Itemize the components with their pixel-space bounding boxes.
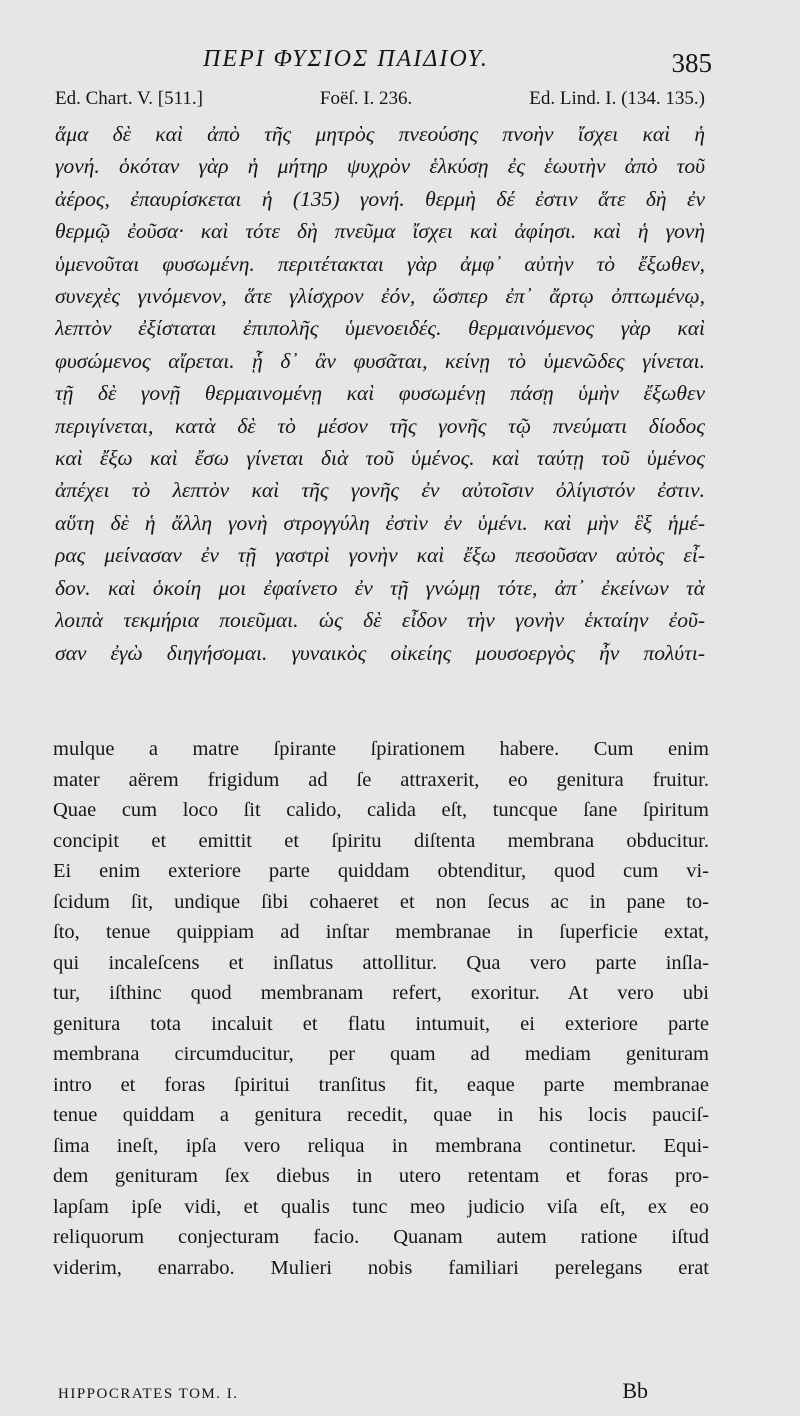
greek-text bbox=[55, 118, 705, 669]
latin-line: Ei enim exteriore parte quiddam obtenditur, quod cum vi- bbox=[53, 860, 709, 882]
greek-line: ὑμενοῦται φυσωμένη. περιτέτακται γὰρ ἀμφ᾽ αὐτὴν τὸ ἔξωθεν, bbox=[55, 251, 705, 276]
greek-line: σαν ἐγὼ διηγήσομαι. γυναικὸς οἰκείης μουσοεργὸς ἦν πολύτι- bbox=[55, 640, 705, 665]
latin-line: concipit et emittit et ſpiritu diſtenta membrana obducitur. bbox=[53, 829, 709, 852]
greek-line: λεπτὸν ἐξίσταται ἐπιπολῆς ὑμενοειδές. θερμαινόμενος γὰρ καὶ bbox=[55, 316, 705, 341]
greek-line: ἀπέχει τὸ λεπτὸν καὶ τῆς γονῆς ἐν αὐτοῖσιν ὀλίγιστόν ἐστιν. bbox=[55, 478, 705, 503]
edition-linden: Ed. Lind. I. (134. 135.) bbox=[529, 88, 705, 109]
greek-line: ἀέρος, ἐπαυρίσκεται ἡ (135) γονή. θερμὴ δέ ἐστιν ἅτε δὴ ἐν bbox=[55, 186, 705, 211]
greek-line: ἅμα δὲ καὶ ἀπὸ τῆς μητρὸς πνεούσης πνοὴν ἴσχει καὶ ἡ bbox=[55, 122, 705, 146]
latin-text bbox=[53, 734, 709, 1283]
greek-line: φυσώμενος αἴρεται. ᾗ δ᾽ ἂν φυσᾶται, κείνῃ τὸ ὑμενῶδες γίνεται. bbox=[55, 348, 705, 373]
greek-line: τῇ δὲ γονῇ θερμαινομένῃ καὶ φυσωμένῃ πάσῃ ὑμὴν ἔξωθεν bbox=[55, 381, 705, 406]
latin-line: lapſam ipſe vidi, et qualis tunc meo judicio viſa eſt, ex eo bbox=[53, 1195, 709, 1218]
edition-chartier: Ed. Chart. V. [511.] bbox=[55, 88, 203, 109]
page-footer bbox=[58, 1378, 648, 1406]
latin-line: mulque a matre ſpirante ſpirationem habere. Cum enim bbox=[53, 738, 709, 760]
greek-line: συνεχὲς γινόμενον, ἅτε γλίσχρον ἐόν, ὥσπερ ἐπ᾽ ἄρτῳ ὀπτωμένῳ, bbox=[55, 284, 705, 309]
greek-line: γονή. ὁκόταν γὰρ ἡ μήτηρ ψυχρὸν ἑλκύσῃ ἐς ἑωυτὴν ἀπὸ τοῦ bbox=[55, 154, 705, 179]
latin-line: dem genituram ſex diebus in utero retentam et foras pro- bbox=[53, 1165, 709, 1187]
latin-line: mater aërem frigidum ad ſe attraxerit, eo genitura fruitur. bbox=[53, 768, 709, 791]
latin-line: reliquorum conjecturam facio. Quanam autem ratione iſtud bbox=[53, 1226, 709, 1248]
latin-line: intro et foras ſpiritui tranſitus fit, eaque parte membranae bbox=[53, 1073, 709, 1096]
greek-line: καὶ ἔξω καὶ ἔσω γίνεται διὰ τοῦ ὑμένος. καὶ ταύτῃ τοῦ ὑμένος bbox=[55, 446, 705, 471]
latin-line: ſcidum ſit, undique ſibi cohaeret et non ſecus ac in pane to- bbox=[53, 890, 709, 913]
page-number: 385 bbox=[671, 48, 712, 78]
latin-line: genitura tota incaluit et flatu intumuit, ei exteriore parte bbox=[53, 1012, 709, 1035]
greek-line: αὕτη δὲ ἡ ἄλλη γονὴ στρογγύλη ἐστὶν ἐν ὑμένι. καὶ μὴν ἓξ ἡμέ- bbox=[55, 510, 705, 535]
sheet-mark: Bb bbox=[622, 1378, 648, 1403]
greek-line: δον. καὶ ὁκοίη μοι ἐφαίνετο ἐν τῇ γνώμῃ τότε, ἀπ᾽ ἐκείνων τὰ bbox=[55, 575, 705, 600]
latin-line: viderim, enarrabo. Mulieri nobis familiari perelegans erat bbox=[53, 1256, 709, 1279]
greek-line: λοιπὰ τεκμήρια ποιεῦμαι. ὡς δὲ εἶδον τὴν γονὴν ἑκταίην ἐοῦ- bbox=[55, 608, 705, 633]
latin-line: tur, iſthinc quod membranam refert, exoritur. At vero ubi bbox=[53, 982, 709, 1004]
latin-line: ſto, tenue quippiam ad inſtar membranae in ſuperficie extat, bbox=[53, 921, 709, 943]
latin-line: tenue quiddam a genitura recedit, quae in his locis pauciſ- bbox=[53, 1104, 709, 1126]
latin-line: qui incaleſcens et inſlatus attollitur. Qua vero parte inſla- bbox=[53, 951, 709, 974]
greek-line: περιγίνεται, κατὰ δὲ τὸ μέσον τῆς γονῆς τῷ πνεύματι δίοδος bbox=[55, 413, 705, 438]
greek-line: ρας μείνασαν ἐν τῇ γαστρὶ γονὴν καὶ ἔξω πεσοῦσαν αὐτὸς εἶ- bbox=[55, 543, 705, 568]
latin-line: membrana circumducitur, per quam ad mediam genituram bbox=[53, 1043, 709, 1065]
latin-line: Quae cum loco ſit calido, calida eſt, tuncque ſane ſpiritum bbox=[53, 799, 709, 821]
greek-line: θερμῷ ἐοῦσα· καὶ τότε δὴ πνεῦμα ἴσχει καὶ ἀφίησι. καὶ ἡ γονὴ bbox=[55, 219, 705, 244]
running-title: ΠΕΡΙ ΦΥΣΙΟΣ ΠΑΙΔΙΟΥ. bbox=[203, 46, 489, 72]
signature-line: HIPPOCRATES TOM. I. bbox=[58, 1386, 239, 1402]
edition-foes: Foëſ. I. 236. bbox=[319, 88, 413, 109]
page-header bbox=[55, 44, 712, 84]
latin-line: ſima ineſt, ipſa vero reliqua in membrana continetur. Equi- bbox=[53, 1134, 709, 1157]
edition-references bbox=[55, 88, 705, 118]
